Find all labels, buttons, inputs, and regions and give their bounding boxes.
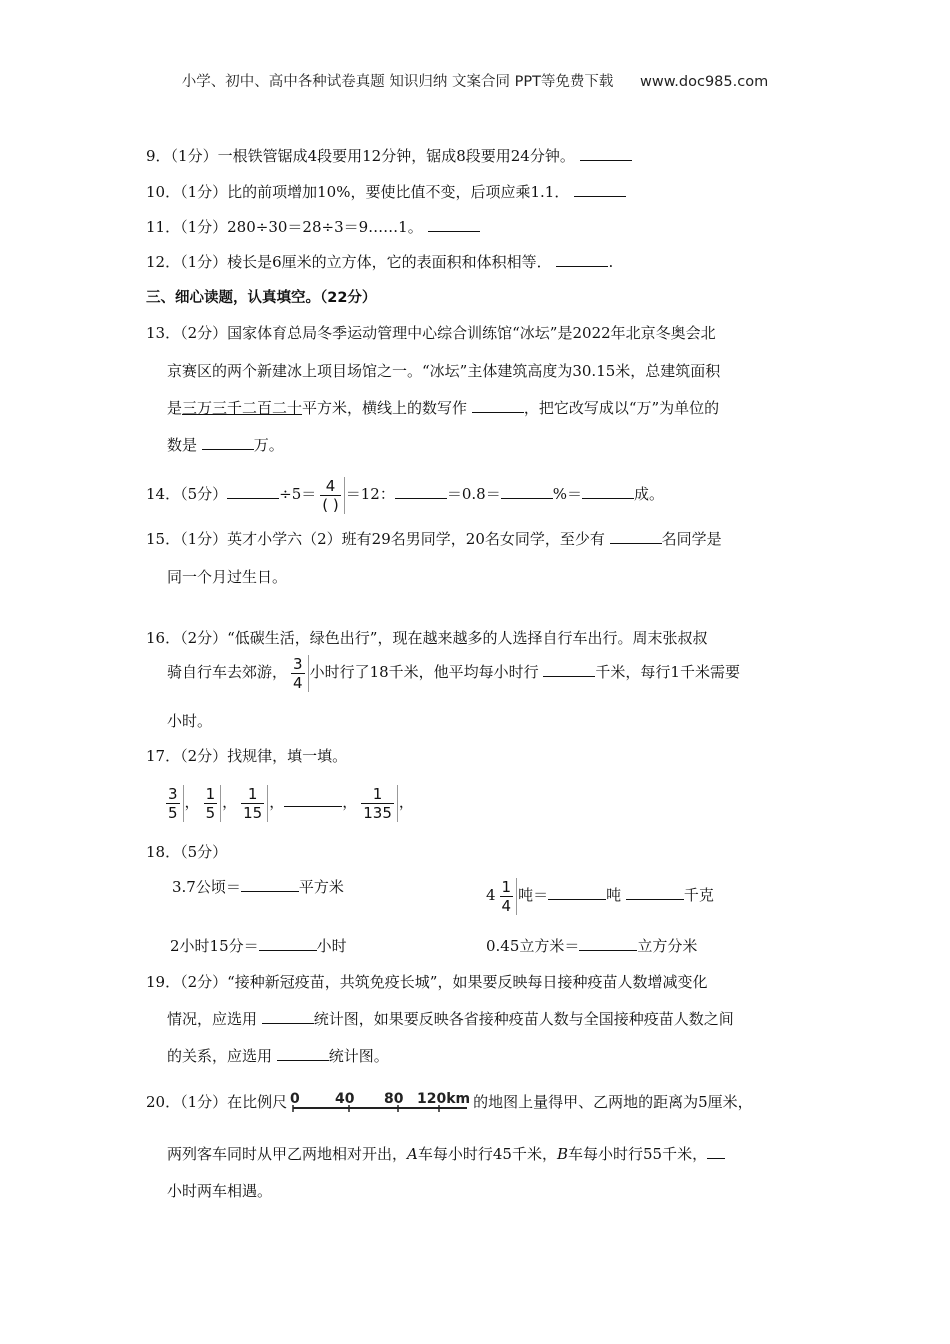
conversion-time: [170, 935, 347, 957]
question-number: 10．: [146, 183, 181, 201]
score: （5分）: [180, 843, 228, 861]
text: 千克: [683, 886, 714, 904]
question-15-line-2: 同一个月过生日。: [167, 568, 288, 586]
conversion-volume: [486, 935, 697, 957]
question-19-line-1: [146, 971, 707, 993]
fraction: [163, 785, 184, 822]
scale-label: 80: [384, 1091, 404, 1107]
question-text: （1分）280÷30＝28÷3＝9……1。: [180, 218, 423, 236]
question-13-line-3: [167, 397, 719, 419]
text: 吨: [606, 886, 626, 904]
question-number: 15．: [146, 530, 181, 548]
text: 成。: [633, 485, 664, 503]
variable-b: B: [556, 1145, 568, 1163]
header-url[interactable]: www.doc985.com: [640, 74, 769, 90]
text: ，把它改写成以“万”为单位的: [523, 399, 720, 417]
period: .: [608, 253, 614, 271]
answer-blank[interactable]: [262, 1008, 314, 1024]
question-number: 19．: [146, 973, 181, 991]
text: ÷5＝: [279, 485, 317, 503]
answer-blank[interactable]: [707, 1143, 725, 1159]
numerator: 1: [372, 784, 383, 803]
question-20-line-1: [146, 1088, 753, 1116]
text: ＝12：: [345, 485, 395, 503]
whole-number: 4: [486, 886, 496, 904]
denominator: 5: [205, 803, 216, 822]
fraction: [201, 785, 222, 822]
text: 统计图。: [328, 1047, 389, 1065]
denominator: 5: [168, 803, 178, 822]
denominator: 15: [243, 803, 263, 822]
text: （1分）在比例尺: [180, 1093, 288, 1111]
fraction: [497, 878, 518, 915]
question-13-line-1: [146, 322, 716, 344]
text: 情况，应选用: [167, 1010, 262, 1028]
answer-blank[interactable]: [548, 884, 606, 900]
text: 统计图，如果要反映各省接种疫苗人数与全国接种疫苗人数之间: [313, 1010, 734, 1028]
question-text: （1分）一根铁管锯成4段要用12分钟，锯成8段要用24分钟。: [170, 147, 575, 165]
text: 的关系，应选用: [167, 1047, 277, 1065]
separator: ，: [184, 793, 200, 811]
page-header: [0, 70, 950, 91]
text: （2分）“接种新冠疫苗，共筑免疫长城”，如果要反映每日接种疫苗人数增减变化: [180, 973, 708, 991]
answer-blank[interactable]: [277, 1045, 329, 1061]
text: 万。: [253, 436, 284, 454]
separator: ，: [342, 793, 358, 811]
question-15-line-1: [146, 528, 722, 550]
question-text: （2分）国家体育总局冬季运动管理中心综合训练馆“冰坛”是2022年北京冬奥会北: [180, 324, 716, 342]
header-text: 小学、初中、高中各种试卷真题 知识归纳 文案合同 PPT等免费下载: [181, 74, 614, 90]
numerator: 1: [247, 784, 258, 803]
question-number: 9．: [146, 147, 171, 165]
scale-label: 40: [335, 1091, 355, 1107]
section-heading: 三、细心读题，认真填空。（22分）: [146, 290, 377, 306]
question-number: 17．: [146, 747, 181, 765]
denominator-blank[interactable]: ( ): [322, 495, 339, 514]
conversion-area: [172, 876, 344, 898]
question-number: 11．: [146, 218, 181, 236]
answer-blank[interactable]: [574, 181, 626, 197]
fraction: [288, 655, 309, 692]
text: 是: [167, 399, 183, 417]
answer-blank[interactable]: [241, 876, 299, 892]
question-13-line-2: 京赛区的两个新建冰上项目场馆之一。“冰坛”主体建筑高度为30.15米，总建筑面积: [167, 362, 721, 380]
fraction: [358, 785, 398, 822]
answer-blank[interactable]: [284, 791, 342, 807]
answer-blank[interactable]: [582, 483, 634, 499]
fraction: [238, 785, 268, 822]
text: 平方米，横线上的数写作: [302, 399, 472, 417]
answer-blank[interactable]: [428, 216, 480, 232]
text: %＝: [552, 485, 582, 503]
answer-blank[interactable]: [472, 397, 524, 413]
text: 两列客车同时从甲乙两地相对开出，: [167, 1145, 408, 1163]
text: 2小时15分＝: [170, 937, 259, 955]
text: 骑自行车去郊游，: [167, 663, 288, 681]
question-18: [146, 841, 227, 863]
answer-blank[interactable]: [579, 935, 637, 951]
text: （2分）找规律，填一填。: [180, 747, 348, 765]
question-20-line-2: [167, 1143, 725, 1165]
underlined-number-words: 三万三千二百二十: [182, 399, 303, 417]
score: （5分）: [180, 485, 228, 503]
question-10: [146, 181, 626, 203]
numerator: 3: [293, 654, 303, 673]
variable-a: A: [407, 1145, 418, 1163]
question-19-line-3: [167, 1045, 389, 1067]
denominator: 4: [501, 896, 512, 915]
text: 车每小时行55千米，: [567, 1145, 708, 1163]
question-number: 16．: [146, 629, 181, 647]
question-number: 14．: [146, 485, 181, 503]
answer-blank[interactable]: [580, 145, 632, 161]
text: 3.7公顷＝: [172, 878, 241, 896]
answer-blank[interactable]: [501, 483, 553, 499]
answer-blank[interactable]: [395, 483, 447, 499]
question-9: [146, 145, 632, 167]
text: 车每小时行45千米，: [417, 1145, 557, 1163]
text: （1分）英才小学六（2）班有29名男同学，20名女同学，至少有: [180, 530, 610, 548]
question-16-line-3: 小时。: [167, 712, 213, 730]
question-text: （1分）比的前项增加10%，要使比值不变，后项应乘1.1．: [180, 183, 570, 201]
numerator: 1: [205, 784, 216, 803]
conversion-weight: [486, 873, 714, 917]
scale-bar-image: [289, 1090, 471, 1116]
answer-blank[interactable]: [543, 661, 595, 677]
question-16-line-1: [146, 627, 707, 649]
question-number: 12．: [146, 253, 181, 271]
denominator: 4: [293, 673, 303, 692]
scale-label: 0: [290, 1091, 300, 1107]
denominator: 135: [363, 803, 392, 822]
question-11: [146, 216, 480, 238]
answer-blank[interactable]: [202, 434, 254, 450]
question-14: [146, 474, 664, 514]
scale-label: 120km: [417, 1091, 471, 1107]
text: 立方分米: [637, 937, 698, 955]
text: 平方米: [298, 878, 344, 896]
text: 0.45立方米＝: [486, 937, 580, 955]
text: 小时行了18千米，他平均每小时行: [309, 663, 544, 681]
text: 千米，每行1千米需要: [595, 663, 740, 681]
fraction: [317, 477, 344, 514]
question-number: 20．: [146, 1093, 181, 1111]
question-17: [146, 745, 347, 767]
separator: ，: [222, 793, 238, 811]
question-number: 18．: [146, 843, 181, 861]
text: 名同学是: [661, 530, 722, 548]
text: 小时: [316, 937, 347, 955]
question-19-line-2: [167, 1008, 734, 1030]
fraction-sequence: [162, 780, 414, 824]
question-12: [146, 251, 613, 273]
separator: ，: [269, 793, 285, 811]
numerator: 1: [501, 877, 512, 896]
answer-blank[interactable]: [556, 251, 608, 267]
answer-blank[interactable]: [626, 884, 684, 900]
answer-blank[interactable]: [610, 528, 662, 544]
numerator: 4: [325, 476, 336, 495]
answer-blank[interactable]: [259, 935, 317, 951]
numerator: 3: [168, 784, 178, 803]
text: （2分）“低碳生活，绿色出行”，现在越来越多的人选择自行车出行。周末张叔叔: [180, 629, 708, 647]
question-20-line-3: 小时两车相遇。: [167, 1182, 273, 1200]
separator: ，: [398, 793, 414, 811]
question-16-line-2: [167, 650, 740, 694]
text: 吨＝: [518, 886, 549, 904]
text: ＝0.8＝: [446, 485, 501, 503]
question-number: 13．: [146, 324, 181, 342]
answer-blank[interactable]: [227, 483, 279, 499]
question-13-line-4: [167, 434, 284, 456]
text: 数是: [167, 436, 202, 454]
question-text: （1分）棱长是6厘米的立方体，它的表面积和体积相等．: [180, 253, 552, 271]
text: 的地图上量得甲、乙两地的距离为5厘米，: [473, 1093, 753, 1111]
